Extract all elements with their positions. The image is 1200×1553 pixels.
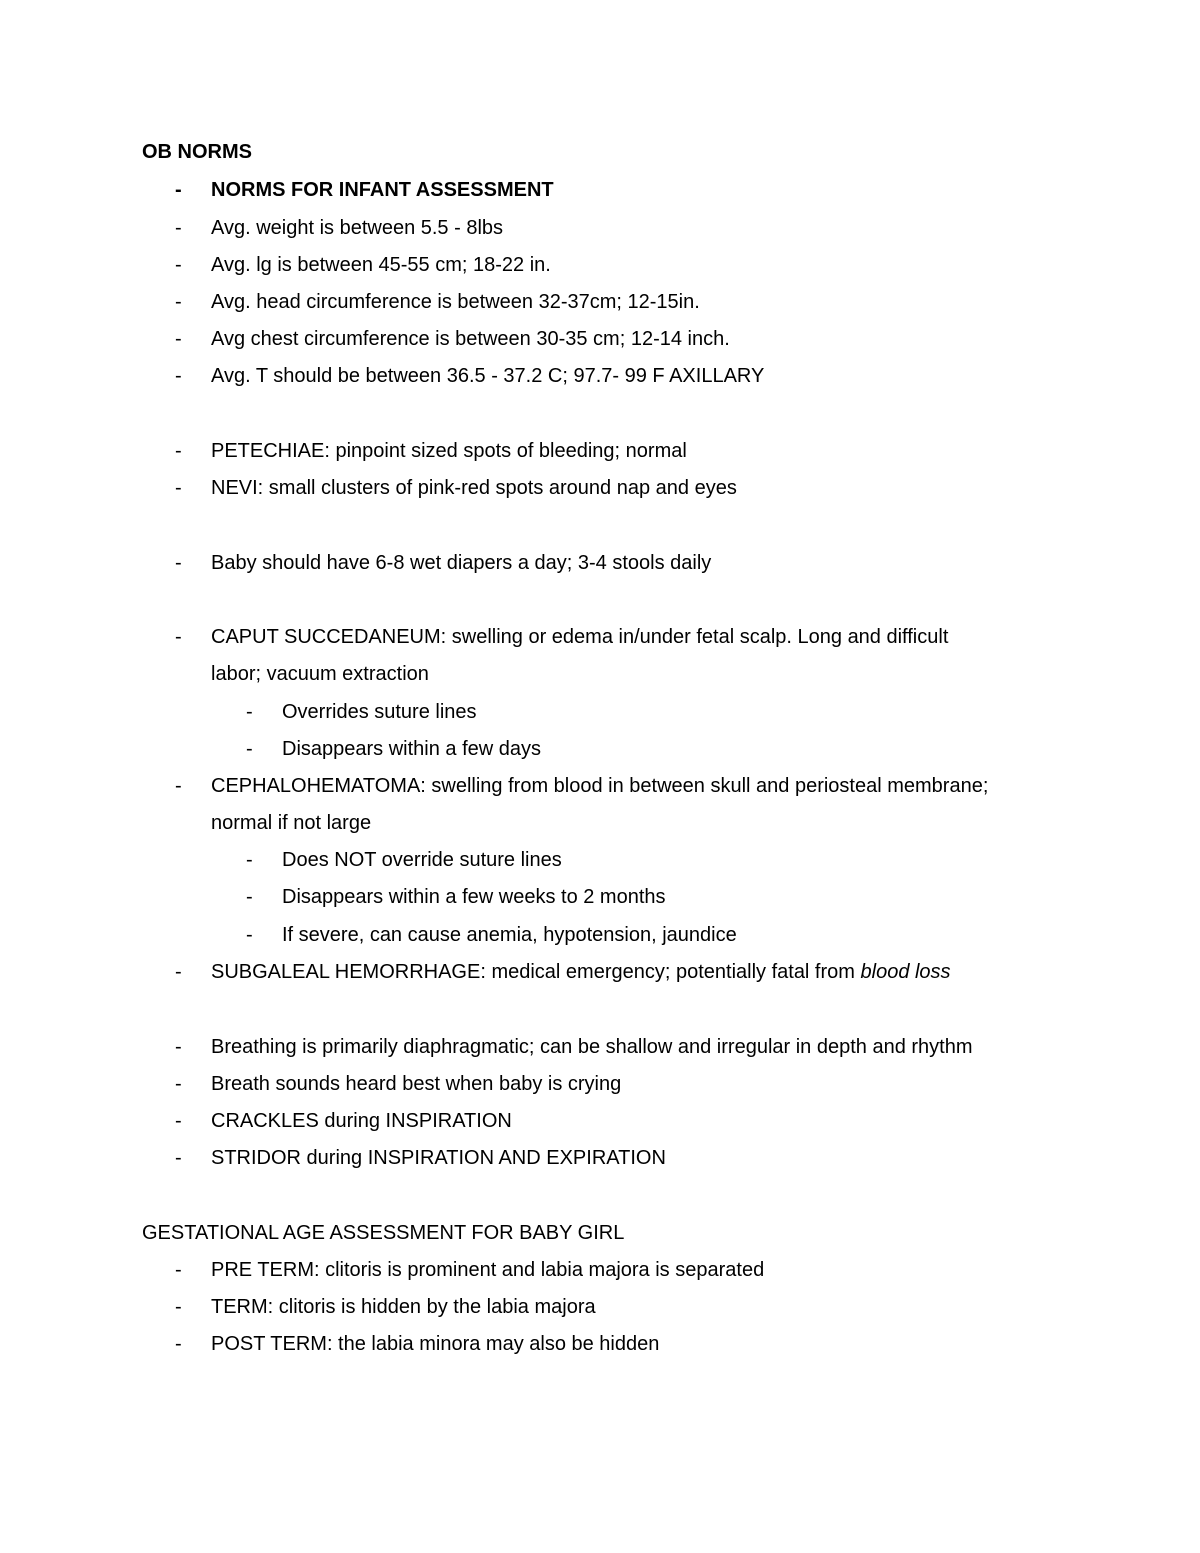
sub-list-item-text: Disappears within a few days [282,738,542,760]
list-item-text: Baby should have 6-8 wet diapers a day; 3-4 stools daily [211,552,712,574]
list-item [0,1066,1200,1103]
list-item-text: SUBGALEAL HEMORRHAGE: medical emergency; potentially fatal from [211,961,861,983]
list-item [0,210,1200,247]
list-item-text: Avg chest circumference is between 30-35 cm; 12-14 inch. [211,328,730,350]
bullet-dash: - [175,961,182,983]
bullet-dash: - [246,738,253,760]
list-item-caput [0,619,1200,656]
list-item-text: TERM: clitoris is hidden by the labia majora [211,1296,596,1318]
list-item-text: labor; vacuum extraction [211,663,429,685]
list-item-cephalohematoma [0,768,1200,805]
bullet-dash: - [246,924,253,946]
bullet-dash: - [175,217,182,239]
page-title [0,134,1200,171]
list-item-continuation [0,805,1200,842]
list-item-text: CAPUT SUCCEDANEUM: swelling or edema in/under fetal scalp. Long and difficult [211,626,949,648]
list-item-text: Breath sounds heard best when baby is crying [211,1073,622,1095]
bullet-dash: - [175,775,182,797]
title-text: OB NORMS [142,141,252,163]
list-item [0,1326,1200,1363]
sub-list-item [0,879,1200,916]
section-heading [0,172,1200,209]
bullet-dash: - [175,365,182,387]
list-item-text: Breathing is primarily diaphragmatic; can be shallow and irregular in depth and rhythm [211,1036,973,1058]
list-item-text: Avg. lg is between 45-55 cm; 18-22 in. [211,254,551,276]
bullet-dash: - [175,254,182,276]
list-item [0,545,1200,582]
bullet-dash: - [175,1110,182,1132]
list-item-text: PRE TERM: clitoris is prominent and labia majora is separated [211,1259,765,1281]
bullet-dash: - [175,552,182,574]
list-item [0,1252,1200,1289]
sub-list-item [0,917,1200,954]
list-item-continuation [0,656,1200,693]
section-heading-gestational [0,1215,1200,1252]
list-item-text: POST TERM: the labia minora may also be hidden [211,1333,660,1355]
list-item-text: STRIDOR during INSPIRATION AND EXPIRATION [211,1147,666,1169]
bullet-dash: - [246,886,253,908]
list-item [0,1029,1200,1066]
list-item-text: Avg. weight is between 5.5 - 8lbs [211,217,504,239]
list-item [0,284,1200,321]
section-heading-text: NORMS FOR INFANT ASSESSMENT [211,179,554,201]
sub-list-item-text: If severe, can cause anemia, hypotension, jaundice [282,924,737,946]
bullet-dash: - [175,1296,182,1318]
list-item-text: PETECHIAE: pinpoint sized spots of bleeding; normal [211,440,687,462]
list-item-text: CEPHALOHEMATOMA: swelling from blood in between skull and periosteal membrane; [211,775,989,797]
bullet-dash: - [175,1073,182,1095]
sub-list-item [0,731,1200,768]
bullet-dash: - [246,701,253,723]
bullet-dash: - [175,1259,182,1281]
sub-list-item-text: Overrides suture lines [282,701,477,723]
list-item [0,1103,1200,1140]
bullet-dash: - [175,477,182,499]
list-item [0,470,1200,507]
bullet-dash: - [175,626,182,648]
list-item-text: Avg. head circumference is between 32-37cm; 12-15in. [211,291,700,313]
sub-list-item-text: Does NOT override suture lines [282,849,562,871]
list-item [0,1289,1200,1326]
list-item [0,1140,1200,1177]
list-item-text: normal if not large [211,812,372,834]
bullet-dash: - [175,291,182,313]
list-item [0,433,1200,470]
bullet-dash: - [175,1036,182,1058]
bullet-dash: - [246,849,253,871]
list-item-text-wrap [211,954,951,991]
bullet-dash: - [175,328,182,350]
list-item-text: NEVI: small clusters of pink-red spots around nap and eyes [211,477,737,499]
list-item [0,321,1200,358]
list-item [0,247,1200,284]
sub-list-item [0,842,1200,879]
bullet-dash: - [175,179,182,201]
list-item-text: CRACKLES during INSPIRATION [211,1110,512,1132]
section-heading-text: GESTATIONAL AGE ASSESSMENT FOR BABY GIRL [142,1222,625,1244]
list-item-text: Avg. T should be between 36.5 - 37.2 C; 97.7- 99 F AXILLARY [211,365,765,387]
bullet-dash: - [175,1333,182,1355]
bullet-dash: - [175,1147,182,1169]
bullet-dash: - [175,440,182,462]
emphasis-text: blood loss [860,961,951,983]
list-item [0,358,1200,395]
list-item-subgaleal [0,954,1200,991]
sub-list-item-text: Disappears within a few weeks to 2 months [282,886,666,908]
sub-list-item [0,694,1200,731]
